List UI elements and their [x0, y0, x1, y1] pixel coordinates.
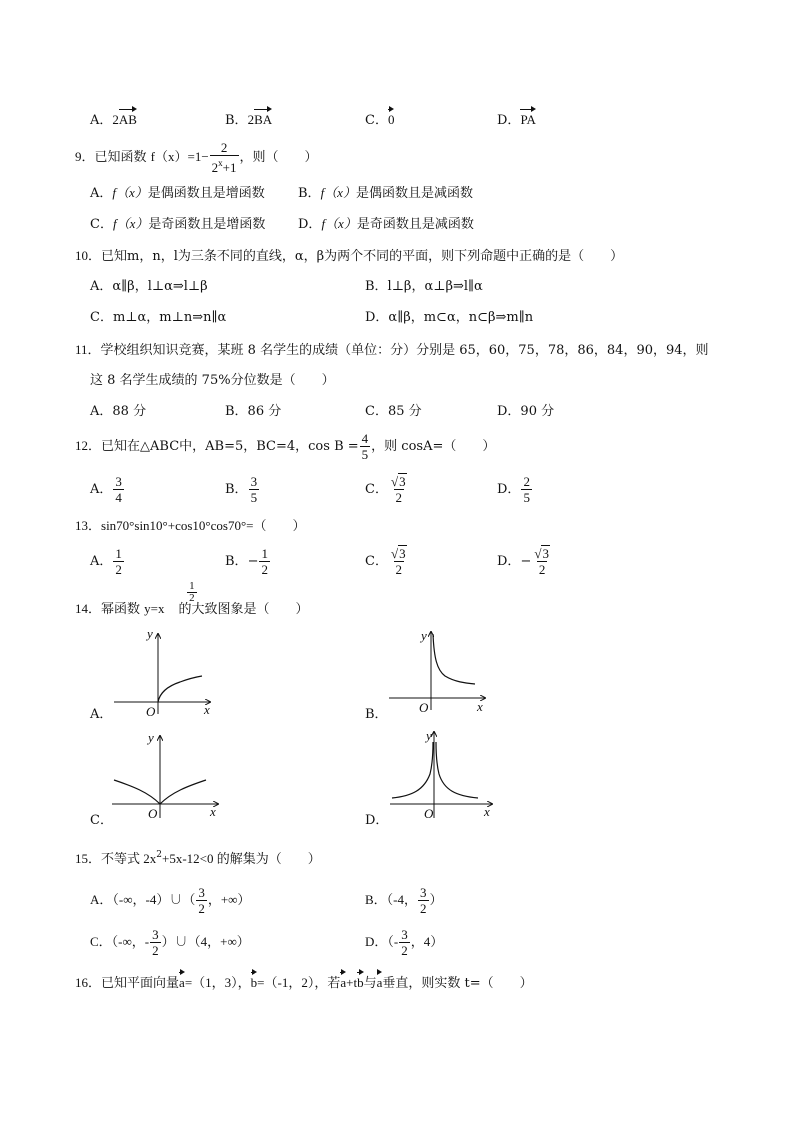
vector-pa: PA: [520, 108, 535, 129]
svg-text:O: O: [146, 704, 156, 719]
q8-option-d: D．PA: [497, 108, 536, 130]
q11-option-b: B．86 分: [225, 404, 282, 419]
q15-option-b: B．（-4， $\frac{3}{2}$ ）: [365, 885, 443, 916]
q12-fraction: $\frac{4}{5}$: [361, 431, 369, 462]
vector-b-expr: b: [357, 971, 364, 992]
q14-option-a-label: A．: [90, 707, 113, 722]
svg-text:x: x: [204, 702, 210, 717]
svg-text:y: y: [426, 728, 432, 743]
q9-option-c: C．f（x）是奇函数且是增函数: [90, 216, 266, 232]
vector-zero: 0: [388, 108, 395, 129]
q10-option-b: B．l⊥β，α⊥β⇒l∥α: [365, 279, 483, 294]
svg-text:O: O: [419, 700, 429, 715]
q13-option-d: D．− $\frac{√3}{2}$: [497, 546, 549, 577]
q15-stem: 15．不等式 $2x^2+5x-12<0$ 的解集为（ ）: [75, 850, 321, 866]
q14-option-c-label: C．: [90, 813, 113, 828]
q12-option-b: B． $\frac{3}{5}$: [225, 474, 258, 505]
q13-option-b: B．− $\frac{1}{2}$: [225, 546, 268, 577]
vector-ba: BA: [254, 108, 272, 129]
graph-c: [110, 732, 225, 822]
q11-option-c: C．85 分: [365, 404, 422, 419]
svg-text:y: y: [421, 628, 427, 643]
q11-option-a: A．88 分: [90, 404, 147, 419]
q16-stem: 16．已知平面向量a=（1，3），b=（-1，2），若a+tb与a垂直，则实数 t=（ ）: [75, 971, 533, 993]
q9-option-d: D．f（x）是奇函数且是减函数: [298, 216, 474, 232]
q12-option-a: A． $\frac{3}{4}$: [90, 474, 122, 505]
q10-option-a: A．α∥β，l⊥α⇒l⊥β: [90, 279, 208, 294]
vector-ab: AB: [119, 108, 137, 129]
graph-d: [388, 728, 498, 820]
q8-option-b: B．2BA: [225, 108, 272, 130]
q9-stem: 9．已知函数 f（x）=1− $\frac{2}{2^x+1}$ ，则（ ）: [75, 140, 318, 175]
q13-option-c: C． $\frac{√3}{2}$: [365, 546, 406, 577]
q14-option-d-label: D．: [365, 813, 389, 828]
q10-option-c: C．m⊥α，m⊥n⇒n∥α: [90, 310, 227, 325]
q15-option-d: D．（- $\frac{3}{2}$ ，4）: [365, 927, 444, 958]
q10-option-d: D．α∥β，m⊂α，n⊂β⇒m∥n: [365, 310, 534, 325]
graph-b: [385, 628, 495, 718]
vector-a-expr: a: [340, 971, 346, 992]
q11-stem-line1: 11．学校组织知识竞赛，某班 8 名学生的成绩（单位：分）分别是 65，60，75，78，86，84，90，94，则: [75, 342, 709, 358]
svg-text:y: y: [148, 730, 154, 745]
svg-text:x: x: [484, 804, 490, 819]
svg-text:x: x: [210, 804, 216, 819]
q9-option-b: B．f（x）是偶函数且是减函数: [298, 185, 473, 201]
q11-stem-line2: 这 8 名学生成绩的 75%分位数是（ ）: [90, 373, 335, 388]
svg-text:y: y: [147, 626, 153, 641]
q15-option-c: C．（-∞，- $\frac{3}{2}$ ）∪（4，+∞）: [90, 927, 250, 958]
vector-a-expr-2: a: [377, 971, 383, 992]
graph-a: [110, 628, 220, 718]
q12-option-c: C． $\frac{√3}{2}$: [365, 474, 406, 505]
q13-stem: 13．sin70°sin10°+cos10°cos70°=（ ）: [75, 518, 306, 533]
vector-b: b: [251, 971, 258, 992]
q11-option-d: D．90 分: [497, 404, 555, 419]
q13-option-a: A． $\frac{1}{2}$: [90, 546, 122, 577]
svg-text:O: O: [424, 806, 434, 821]
vector-a: a: [179, 971, 185, 992]
q14-stem: 14．幂函数 y=x $\frac{1}{2}$ 的大致图象是（ ）: [75, 580, 309, 617]
q8-option-a: A．2AB: [90, 108, 137, 130]
q12-stem: 12．已知在△ABC中，AB=5，BC=4，cos B = $\frac{4}{5}$ ，则 cosA=（ ）: [75, 431, 496, 462]
q14-option-b-label: B．: [365, 707, 388, 722]
q9-option-a: A．f（x）是偶函数且是增函数: [90, 185, 265, 201]
q8-option-c: C．0: [365, 108, 394, 130]
q9-fraction: $\frac{2}{2^x+1}$: [211, 140, 237, 175]
q12-option-d: D． $\frac{2}{5}$: [497, 474, 530, 505]
svg-text:x: x: [477, 699, 483, 714]
q15-option-a: A．（-∞，-4）∪（ $\frac{3}{2}$ ，+∞）: [90, 885, 251, 916]
q10-stem: 10．已知m，n，l为三条不同的直线，α，β为两个不同的平面，则下列命题中正确的是（ ）: [75, 248, 624, 264]
svg-text:O: O: [148, 806, 158, 821]
